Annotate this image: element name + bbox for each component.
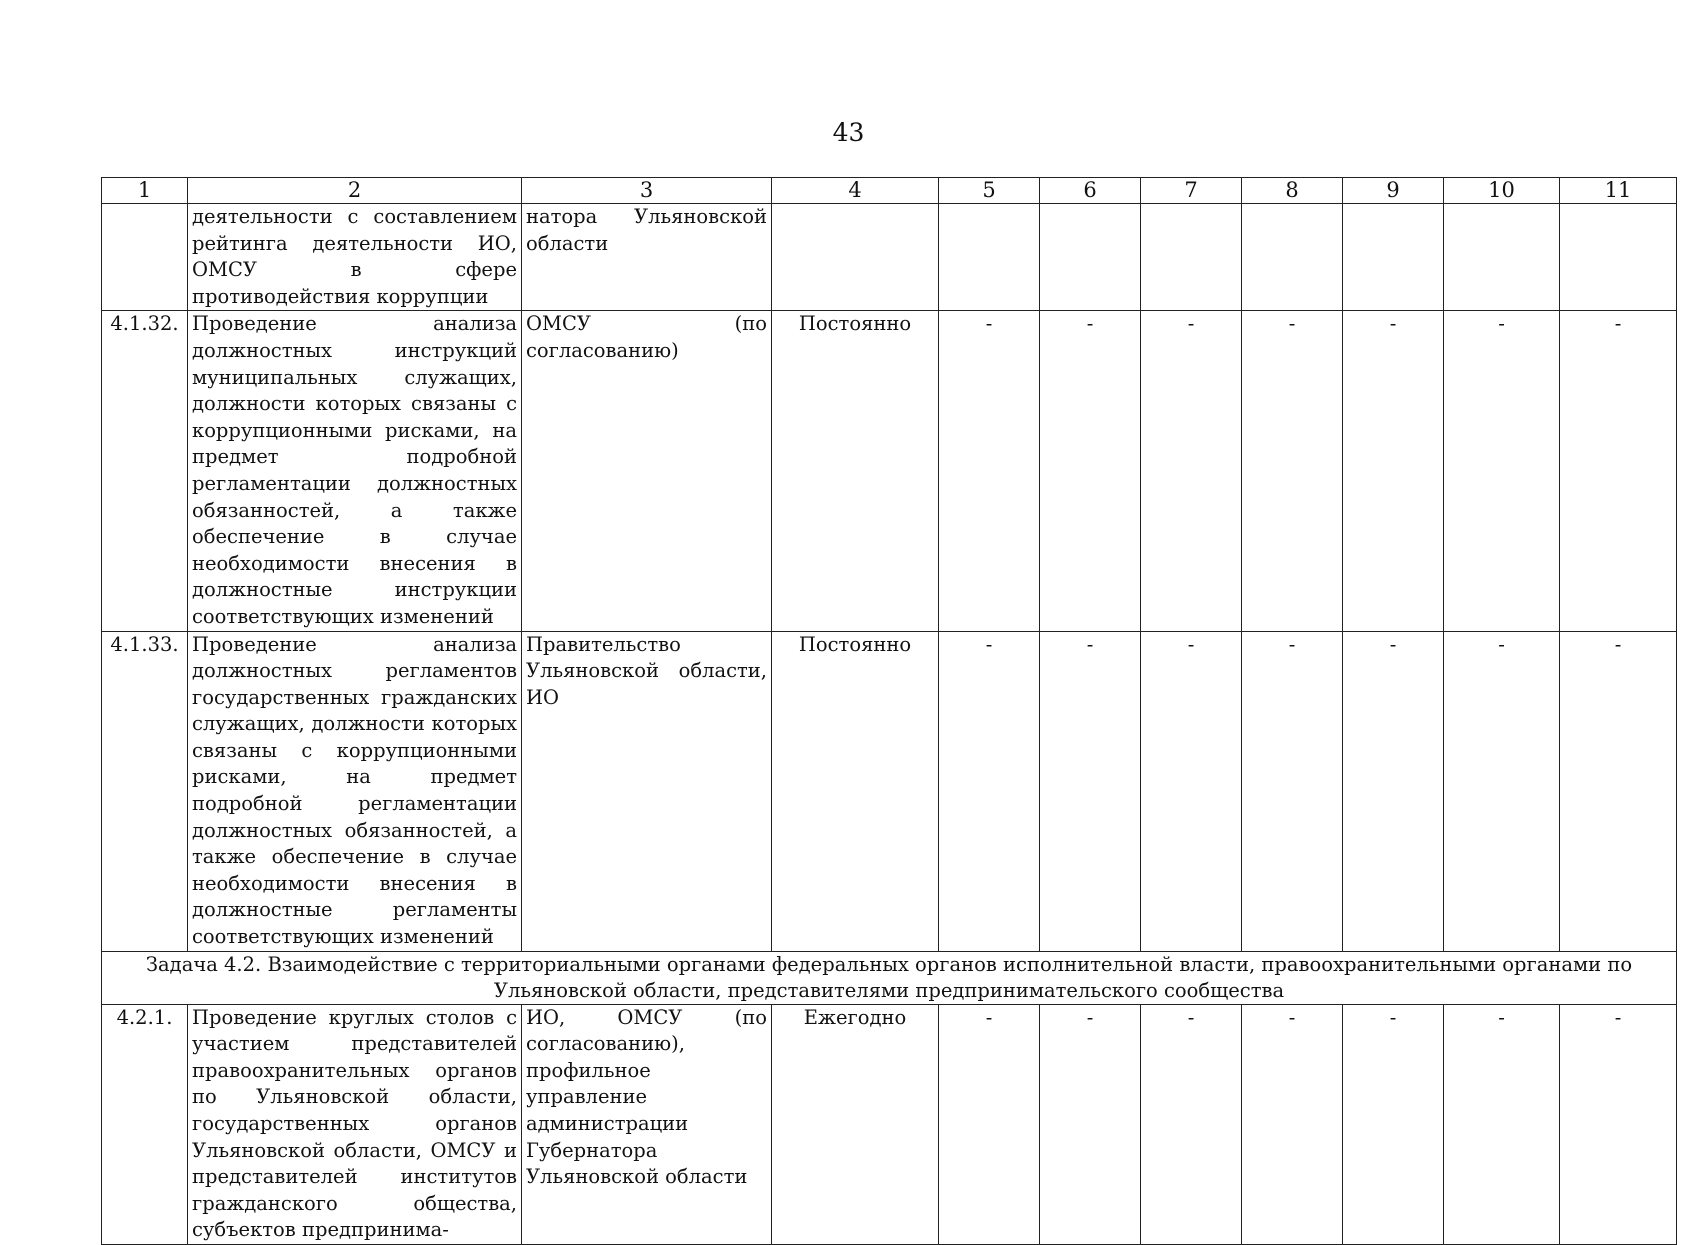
value-cell: -	[1444, 311, 1560, 631]
value-cell	[1242, 204, 1343, 311]
value-cell	[1343, 204, 1444, 311]
plan-table	[101, 177, 1677, 1245]
measure-description: Проведение круглых столов с участием представителей правоохранительных органов по Ульяновской области, государственных органов Ульяновской области, ОМСУ и представителей институтов гражданского общества, субъектов предпринима-	[188, 1004, 522, 1244]
column-number: 11	[1560, 178, 1677, 204]
value-cell: -	[939, 311, 1040, 631]
value-cell: -	[1343, 631, 1444, 951]
item-number: 4.1.32.	[102, 311, 188, 631]
value-cell: -	[1141, 1004, 1242, 1244]
column-number: 6	[1040, 178, 1141, 204]
value-cell	[1560, 204, 1677, 311]
value-cell	[1141, 204, 1242, 311]
column-number: 9	[1343, 178, 1444, 204]
value-cell: -	[1242, 1004, 1343, 1244]
value-cell: -	[1040, 311, 1141, 631]
executor: ОМСУ (по согласованию)	[522, 311, 772, 631]
executor: ИО, ОМСУ (по согласованию), профильное управление администрации Губернатора Ульяновской области	[522, 1004, 772, 1244]
table-row	[102, 1004, 1677, 1244]
value-cell: -	[1444, 631, 1560, 951]
value-cell: -	[1040, 631, 1141, 951]
column-number: 2	[188, 178, 522, 204]
value-cell: -	[1444, 1004, 1560, 1244]
value-cell: -	[1141, 631, 1242, 951]
value-cell: -	[939, 631, 1040, 951]
executor: Правительство Ульяновской области, ИО	[522, 631, 772, 951]
value-cell: -	[1040, 1004, 1141, 1244]
value-cell: -	[1242, 311, 1343, 631]
measure-description: Проведение анализа должностных регламентов государственных гражданских служащих, должности которых связаны с коррупционными рисками, на предмет подробной регламентации должностных обязанностей, а также обеспечение в случае необходимости внесения в должностные регламенты соответствующих изменений	[188, 631, 522, 951]
task-row	[102, 951, 1677, 1004]
item-number: 4.1.33.	[102, 631, 188, 951]
measure-description: деятельности с составлением рейтинга деятельности ИО, ОМСУ в сфере противодействия коррупции	[188, 204, 522, 311]
table-row	[102, 204, 1677, 311]
value-cell: -	[1343, 1004, 1444, 1244]
executor: натора Ульяновской области	[522, 204, 772, 311]
value-cell	[939, 204, 1040, 311]
item-number	[102, 204, 188, 311]
value-cell: -	[1141, 311, 1242, 631]
term: Ежегодно	[772, 1004, 939, 1244]
column-number: 1	[102, 178, 188, 204]
value-cell: -	[939, 1004, 1040, 1244]
value-cell: -	[1560, 311, 1677, 631]
task-heading: Задача 4.2. Взаимодействие с территориальными органами федеральных органов исполнительной власти, правоохранительными органами по Ульяновской области, представителями предпринимательского сообщества	[102, 951, 1677, 1004]
column-number: 3	[522, 178, 772, 204]
column-number: 4	[772, 178, 939, 204]
column-number: 5	[939, 178, 1040, 204]
value-cell: -	[1242, 631, 1343, 951]
value-cell: -	[1560, 1004, 1677, 1244]
column-number: 8	[1242, 178, 1343, 204]
term: Постоянно	[772, 631, 939, 951]
value-cell	[1444, 204, 1560, 311]
term	[772, 204, 939, 311]
column-number: 10	[1444, 178, 1560, 204]
table-row	[102, 631, 1677, 951]
page-number: 43	[832, 118, 865, 147]
value-cell	[1040, 204, 1141, 311]
measure-description: Проведение анализа должностных инструкций муниципальных служащих, должности которых связаны с коррупционными рисками, на предмет подробной регламентации должностных обязанностей, а также обеспечение в случае необходимости внесения в должностные инструкции соответствующих изменений	[188, 311, 522, 631]
item-number: 4.2.1.	[102, 1004, 188, 1244]
term: Постоянно	[772, 311, 939, 631]
column-number: 7	[1141, 178, 1242, 204]
value-cell: -	[1343, 311, 1444, 631]
column-number-header	[102, 178, 1677, 204]
table-row	[102, 311, 1677, 631]
value-cell: -	[1560, 631, 1677, 951]
